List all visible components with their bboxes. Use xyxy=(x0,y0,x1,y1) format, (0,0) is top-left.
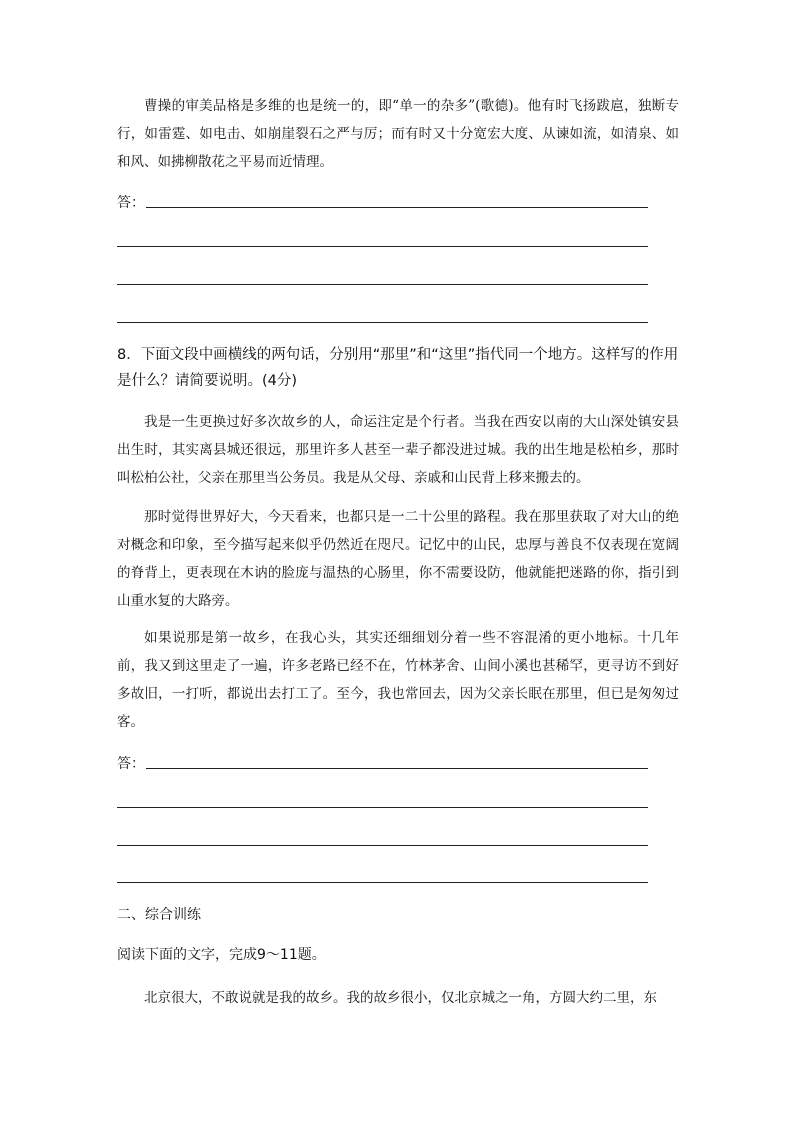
answer-line[interactable] xyxy=(117,322,648,323)
answer-line[interactable] xyxy=(146,207,648,208)
passage-paragraph: 我是一生更换过好多次故乡的人，命运注定是个行者。当我在西安以南的大山深处镇安县出生时，其实离县城还很远，那里许多人甚至一辈子都没进过城。我的出生地是松柏乡，那时叫松柏公社，父亲在那里当公务员。我是从父母、亲戚和山民背上移来搬去的。 xyxy=(117,414,679,486)
answer-line[interactable] xyxy=(117,246,648,247)
answer-line[interactable] xyxy=(146,768,648,769)
passage-paragraph: 如果说那是第一故乡，在我心头，其实还细细划分着一些不容混淆的更小地标。十几年前，我又到这里走了一遍，许多老路已经不在，竹林茅舍、山间小溪也甚稀罕，更寻访不到好多故旧，一打听，都说出去打工了。至今，我也常回去，因为父亲长眠在那里，但已是匆匆过客。 xyxy=(117,630,679,730)
question-8: 8．下面文段中画横线的两句话，分别用“那里”和“这里”指代同一个地方。这样写的作用是什么？请简要说明。(4分) xyxy=(117,347,679,389)
passage-beijing: 北京很大，不敢说就是我的故乡。我的故乡很小，仅北京城之一角，方圆大约二里，东 xyxy=(144,990,657,1006)
answer-line[interactable] xyxy=(117,845,648,846)
answer-line[interactable] xyxy=(117,284,648,285)
reading-instruction: 阅读下面的文字，完成9～11题。 xyxy=(117,947,326,963)
answer-line[interactable] xyxy=(117,807,648,808)
answer-label: 答： xyxy=(117,756,145,772)
passage-cao-cao: 曹操的审美品格是多维的也是统一的，即“单一的杂多”(歌德)。他有时飞扬跋扈，独断专行，如雷霆、如电击、如崩崖裂石之严与厉；而有时又十分宽宏大度、从谏如流，如清泉、如和风、如拂柳散花之平易而近情理。 xyxy=(117,98,679,170)
passage-paragraph: 那时觉得世界好大，今天看来，也都只是一二十公里的路程。我在那里获取了对大山的绝对概念和印象，至今描写起来似乎仍然近在咫尺。记忆中的山民，忠厚与善良不仅表现在宽阔的脊背上，更表现在木讷的脸庞与温热的心肠里，你不需要设防，他就能把迷路的你，指引到山重水复的大路旁。 xyxy=(117,509,679,609)
section-heading: 二、综合训练 xyxy=(117,907,201,923)
answer-label: 答： xyxy=(117,195,145,211)
answer-line[interactable] xyxy=(117,882,648,883)
